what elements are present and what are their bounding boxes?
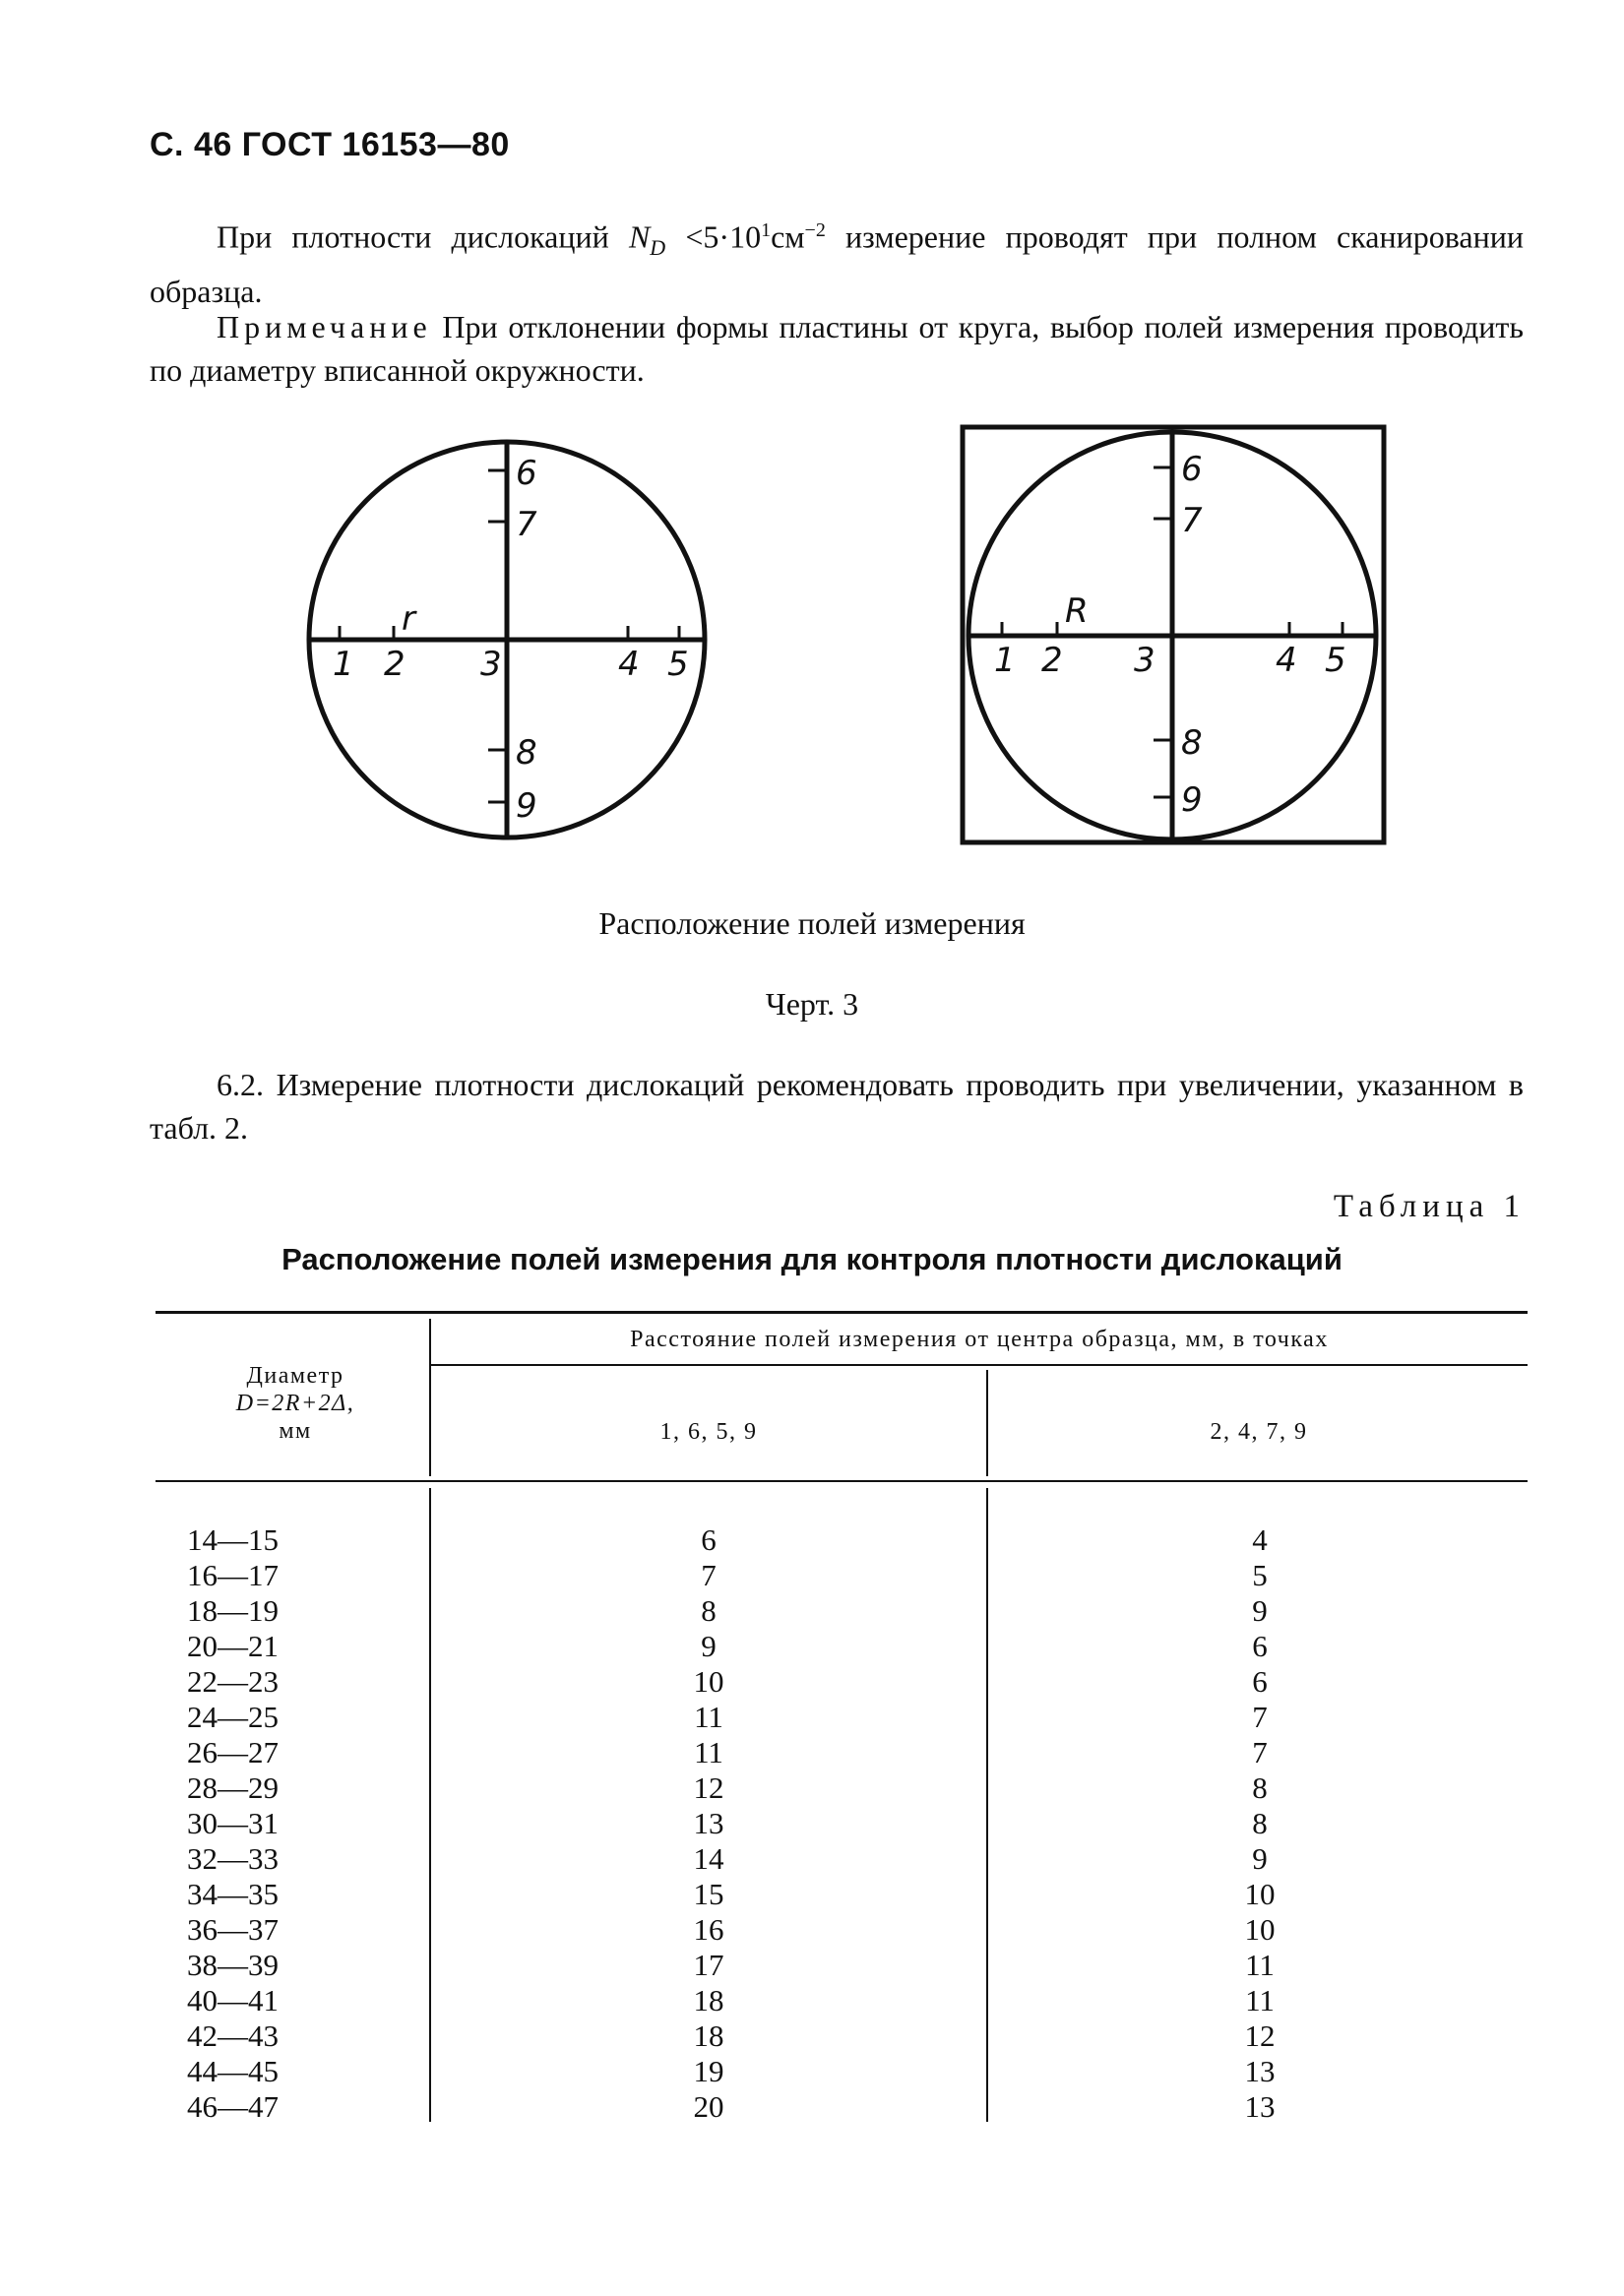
p1-sub: D — [650, 235, 666, 261]
note-paragraph — [150, 305, 1524, 392]
right-label-3: 3 — [1134, 641, 1156, 680]
left-label-2: 2 — [384, 645, 406, 684]
table-cell: 18 — [693, 2018, 724, 2053]
left-label-4: 4 — [618, 645, 640, 684]
table-cell: 40—41 — [187, 1983, 279, 2017]
left-label-6: 6 — [516, 454, 537, 493]
paragraph-6-2: 6.2. Измерение плотности дислокаций рекомендовать проводить при увеличении, указанном в табл. 2. — [150, 1067, 1524, 1146]
table-cell: 22—23 — [187, 1664, 279, 1699]
table-cell: 9 — [701, 1629, 717, 1663]
table-col-points-2-4-7-9 — [1181, 1522, 1339, 2125]
table-col1-header — [197, 1362, 394, 1445]
right-label-r: R — [1065, 591, 1089, 631]
table-cell: 36—37 — [187, 1912, 279, 1947]
table-header-vline-2 — [986, 1370, 988, 1476]
right-label-9: 9 — [1181, 780, 1203, 820]
table-cell: 10 — [693, 1664, 724, 1699]
table-cell: 9 — [1252, 1841, 1268, 1876]
table-cell: 11 — [694, 1735, 723, 1769]
table-cell: 13 — [693, 1806, 724, 1840]
table-cell: 6 — [701, 1522, 717, 1557]
table-cell: 18 — [693, 1983, 724, 2017]
right-label-4: 4 — [1276, 641, 1297, 680]
table-cell: 8 — [1252, 1770, 1268, 1805]
right-label-5: 5 — [1325, 641, 1346, 680]
table-col-points-1-6-5-9 — [630, 1522, 787, 2125]
table-cell: 9 — [1252, 1593, 1268, 1628]
table-number: Таблица 1 — [1333, 1189, 1526, 1224]
right-label-8: 8 — [1181, 723, 1203, 763]
table-cell: 18—19 — [187, 1593, 279, 1628]
table-cell: 44—45 — [187, 2054, 279, 2088]
right-label-7: 7 — [1181, 501, 1203, 540]
table-cell: 13 — [1244, 2054, 1276, 2088]
table-cell: 24—25 — [187, 1700, 279, 1734]
table-cell: 28—29 — [187, 1770, 279, 1805]
table-cell: 15 — [693, 1877, 724, 1911]
left-label-7: 7 — [516, 505, 537, 544]
table-cell: 7 — [1252, 1735, 1268, 1769]
table-col2-header: 1, 6, 5, 9 — [659, 1419, 758, 1445]
table-cell: 6 — [1252, 1664, 1268, 1699]
note-text: При отклонении формы пластины от круга, выбор полей измерения проводить по диаметру вписанной окружности. — [150, 309, 1524, 388]
p1-suffix: измерение проводят при полном сканировании образца. — [150, 218, 1525, 310]
right-label-1: 1 — [994, 641, 1016, 680]
right-label-2: 2 — [1041, 641, 1063, 680]
table-cell: 32—33 — [187, 1841, 279, 1876]
table-cell: 19 — [693, 2054, 724, 2088]
table-cell: 38—39 — [187, 1948, 279, 1982]
table-col1-header-line2: D=2R+2Δ, — [235, 1391, 355, 1416]
table-cell: 20—21 — [187, 1629, 279, 1663]
left-label-r: r — [402, 599, 415, 639]
figure-circle-left — [295, 433, 728, 846]
table-cell: 11 — [1245, 1983, 1275, 2017]
left-label-1: 1 — [333, 645, 354, 684]
note-label: Примечание — [217, 309, 432, 344]
table-cell: 13 — [1244, 2089, 1276, 2124]
table-cell: 5 — [1252, 1558, 1268, 1592]
table-cell: 7 — [701, 1558, 717, 1592]
paragraph-dislocation-density — [150, 209, 1524, 313]
table-header-vline-1 — [429, 1319, 431, 1476]
left-label-8: 8 — [516, 733, 537, 773]
figure-caption: Расположение полей измерения — [598, 905, 1026, 941]
left-label-5: 5 — [667, 645, 689, 684]
figure-number: Черт. 3 — [765, 986, 859, 1022]
table-cell: 8 — [1252, 1806, 1268, 1840]
table-cell: 10 — [1244, 1877, 1276, 1911]
table-col1-header-line3: мм — [279, 1418, 312, 1444]
table-top-rule — [156, 1311, 1528, 1314]
table-cell: 12 — [693, 1770, 724, 1805]
table-cell: 34—35 — [187, 1877, 279, 1911]
table-col-diameter — [187, 1522, 325, 2125]
table-cell: 12 — [1244, 2018, 1276, 2053]
table-cell: 42—43 — [187, 2018, 279, 2053]
table-cell: 16 — [693, 1912, 724, 1947]
table-cell: 17 — [693, 1948, 724, 1982]
table-body-vline-2 — [986, 1488, 988, 2122]
table-cell: 7 — [1252, 1700, 1268, 1734]
p1-exp1: 1 — [761, 219, 772, 241]
left-label-3: 3 — [480, 645, 502, 684]
table-group-rule — [431, 1364, 1528, 1366]
table-cell: 11 — [694, 1700, 723, 1734]
table-cell: 11 — [1245, 1948, 1275, 1982]
right-label-6: 6 — [1181, 450, 1203, 489]
p1-mid: <5·10 — [665, 218, 762, 255]
table-header-rule — [156, 1480, 1528, 1482]
p1-prefix: При плотности дислокаций — [217, 218, 629, 255]
table-cell: 6 — [1252, 1629, 1268, 1663]
table-cell: 14 — [693, 1841, 724, 1876]
table-cell: 4 — [1252, 1522, 1268, 1557]
p1-unit: см — [771, 218, 805, 255]
table-cell: 8 — [701, 1593, 717, 1628]
table-col3-header: 2, 4, 7, 9 — [1210, 1419, 1308, 1445]
figure-square-right — [959, 423, 1392, 848]
page-header: С. 46 ГОСТ 16153—80 — [150, 126, 510, 163]
table-cell: 26—27 — [187, 1735, 279, 1769]
table-cell: 16—17 — [187, 1558, 279, 1592]
table-cell: 46—47 — [187, 2089, 279, 2124]
table-body-vline-1 — [429, 1488, 431, 2122]
table-cell: 10 — [1244, 1912, 1276, 1947]
table-title: Расположение полей измерения для контроля плотности дислокаций — [281, 1242, 1343, 1276]
left-label-9: 9 — [516, 786, 537, 826]
table-col1-header-line1: Диаметр — [246, 1363, 344, 1389]
table-cell: 20 — [693, 2089, 724, 2124]
table-cell: 14—15 — [187, 1522, 279, 1557]
p1-exp2: −2 — [804, 219, 826, 241]
p1-var: N — [628, 218, 651, 255]
table-group-header: Расстояние полей измерения от центра образца, мм, в точках — [630, 1327, 1329, 1352]
table-cell: 30—31 — [187, 1806, 279, 1840]
